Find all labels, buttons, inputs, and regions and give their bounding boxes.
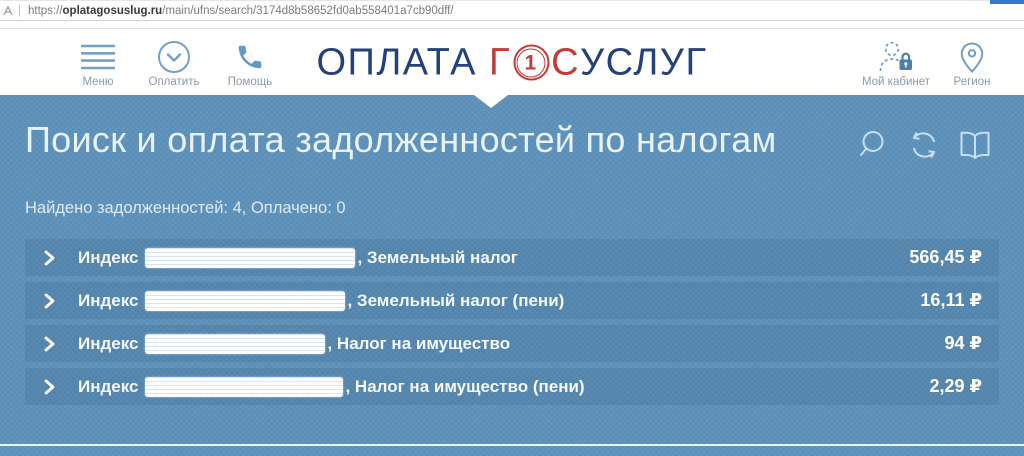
account-button[interactable] — [862, 40, 930, 88]
menu-label: Меню — [82, 76, 114, 88]
debt-row-4[interactable] — [25, 368, 999, 405]
debt-row-text — [78, 377, 585, 397]
debt-row-3[interactable] — [25, 325, 999, 362]
map-pin-icon — [958, 40, 986, 74]
debt-amount: 566,45 ₽ — [909, 247, 982, 267]
phone-icon — [235, 40, 265, 74]
header-nav-left — [72, 40, 276, 88]
menu-button[interactable] — [72, 40, 124, 88]
address-bar[interactable] — [0, 0, 1024, 21]
favicon-fragment-icon — [3, 5, 13, 17]
redacted-index — [145, 248, 355, 268]
refresh-icon[interactable] — [907, 129, 941, 161]
footer-band — [0, 446, 1024, 456]
hamburger-menu-icon — [80, 40, 116, 74]
help-button[interactable] — [224, 40, 276, 88]
header-pointer-triangle — [474, 95, 508, 108]
search-results-status: Найдено задолженностей: 4, Оплачено: 0 — [25, 199, 346, 217]
debt-amount: 16,11 ₽ — [920, 290, 982, 310]
index-prefix: Индекс — [78, 376, 139, 396]
page-title: Поиск и оплата задолженностей по налогам — [25, 119, 777, 160]
logo-digit: 1 — [524, 51, 538, 74]
logo-word-oplata: ОПЛАТА — [316, 41, 490, 83]
debt-row-text — [78, 334, 510, 354]
logo-letter-s: С — [551, 41, 581, 83]
account-label: Мой кабинет — [861, 76, 930, 88]
region-button[interactable] — [946, 40, 998, 88]
debt-row-text — [78, 248, 518, 268]
pay-button[interactable] — [148, 40, 200, 88]
url-path: /main/ufns/search/3174d8b58652fd0ab558401a7cb90dff/ — [162, 4, 454, 17]
logo-letter-g: Г — [489, 41, 512, 83]
title-action-icons — [858, 129, 992, 161]
redacted-index — [145, 377, 343, 397]
region-label: Регион — [953, 76, 991, 88]
browser-accent-strip — [990, 0, 1024, 4]
help-label: Помощь — [227, 76, 273, 88]
site-header — [0, 28, 1024, 96]
index-prefix: Индекс — [78, 247, 139, 267]
user-lock-icon — [877, 40, 915, 74]
debt-amount: 2,29 ₽ — [929, 376, 982, 396]
debt-amount: 94 ₽ — [944, 333, 982, 353]
chevron-right-icon — [44, 293, 55, 309]
debt-row-1[interactable] — [25, 239, 999, 276]
pay-chevron-circle-icon — [157, 40, 191, 74]
debt-row-2[interactable] — [25, 282, 999, 319]
tax-name: , Земельный налог — [357, 247, 518, 267]
chevron-right-icon — [44, 379, 55, 395]
redacted-index — [145, 334, 325, 354]
index-prefix: Индекс — [78, 290, 139, 310]
search-icon[interactable] — [858, 129, 890, 161]
book-icon[interactable] — [958, 130, 992, 160]
debt-row-text — [78, 291, 564, 311]
index-prefix: Индекс — [78, 333, 139, 353]
tax-name: , Земельный налог (пени) — [347, 290, 565, 310]
content-area — [0, 95, 1024, 444]
redacted-index — [145, 291, 345, 311]
url-separator: | — [18, 4, 21, 17]
url-scheme: https:// — [28, 4, 63, 17]
tax-name: , Налог на имущество (пени) — [345, 376, 585, 396]
tax-name: , Налог на имущество — [327, 333, 511, 353]
logo-circle-one-icon — [513, 45, 549, 81]
logo-word-uslug: УСЛУГ — [580, 41, 708, 83]
debt-list — [25, 239, 999, 411]
site-logo[interactable] — [316, 41, 707, 84]
header-nav-right — [862, 40, 998, 88]
url-domain: oplatagosuslug.ru — [62, 4, 163, 17]
pay-label: Оплатить — [148, 76, 200, 88]
chevron-right-icon — [44, 336, 55, 352]
chevron-right-icon — [44, 250, 55, 266]
